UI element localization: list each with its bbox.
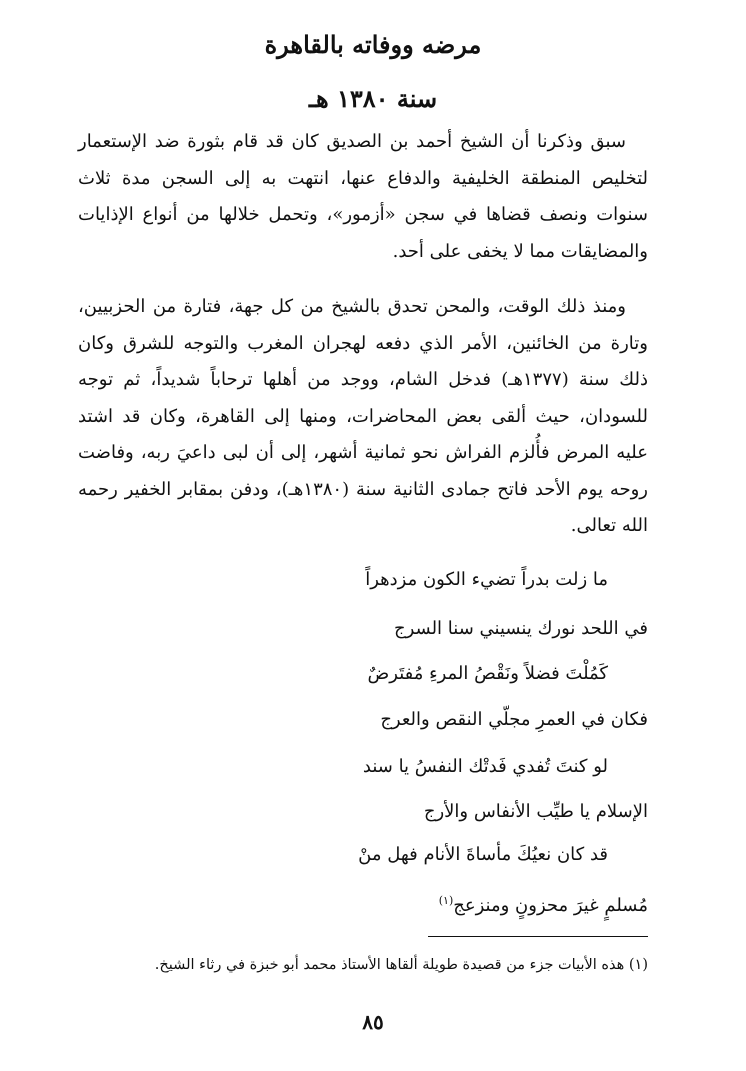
chapter-subtitle: سنة ١٣٨٠ هـ: [308, 84, 438, 113]
verse-line: الإسلام يا طيِّب الأنفاس والأرج: [423, 801, 648, 822]
verse-line: ما زلت بدراً تضيء الكون مزدهراً: [365, 569, 608, 590]
footnote-separator: [428, 936, 648, 937]
footnote: (١) هذه الأبيات جزء من قصيدة طويلة ألقاها الأستاذ محمد أبو خبزة في رثاء الشيخ.: [154, 957, 648, 973]
paragraph-text: سبق وذكرنا أن الشيخ أحمد بن الصديق كان قد قام بثورة ضد الإستعمار لتخليص المنطقة الخليفية والدفاع عنها، انتهت به إلى السجن مدة ثلاث سنوات ونصف قضاها في سجن «أزمور»، وتحمل خلالها من أنواع الإذايات والمضايقات مما لا يخفى على أحد.: [78, 131, 648, 262]
paragraph-text: ومنذ ذلك الوقت، والمحن تحدق بالشيخ من كل جهة، فتارة من الحزبيين، وتارة من الخائنين، الأمر الذي دفعه لهجران المغرب والتوجه للشرق وكان ذلك سنة (١٣٧٧هـ) فدخل الشام، ووجد من أهلها ترحاباً شديداً، ثم توجه للسودان، حيث ألقى بعض المحاضرات، ومنها إلى القاهرة، وكان قد اشتد عليه المرض فأُلزم الفراش نحو ثمانية أشهر، إلى أن لبى داعيَ ربه، وفاضت روحه يوم الأحد فاتح جمادى الثانية سنة (١٣٨٠هـ)، ودفن بمقابر الخفير رحمه الله تعالى.: [78, 296, 648, 536]
verse-line: [439, 886, 648, 921]
paragraph: [78, 289, 648, 545]
verse-line: في اللحد نورك ينسيني سنا السرج: [393, 618, 648, 639]
verse-line: فكان في العمرِ مجلّي النقص والعرج: [380, 709, 648, 730]
footnote-marker: (١): [438, 894, 454, 907]
verse-line: لو كنتَ تُفدي فَدتْك النفسُ يا سند: [362, 756, 608, 777]
paragraph: [78, 124, 648, 270]
verse-line: كَمُلْتَ فضلاً ونَقْصُ المرءِ مُفتَرضٌ: [367, 663, 608, 684]
verse-line: قد كان نعيُكَ مأساةَ الأنام فهل منْ: [358, 844, 608, 865]
chapter-title: مرضه ووفاته بالقاهرة: [264, 30, 482, 59]
page-number: ٨٥: [362, 1010, 384, 1034]
verse-text: مُسلمٍ غيرَ محزونٍ ومنزعج: [453, 895, 648, 916]
